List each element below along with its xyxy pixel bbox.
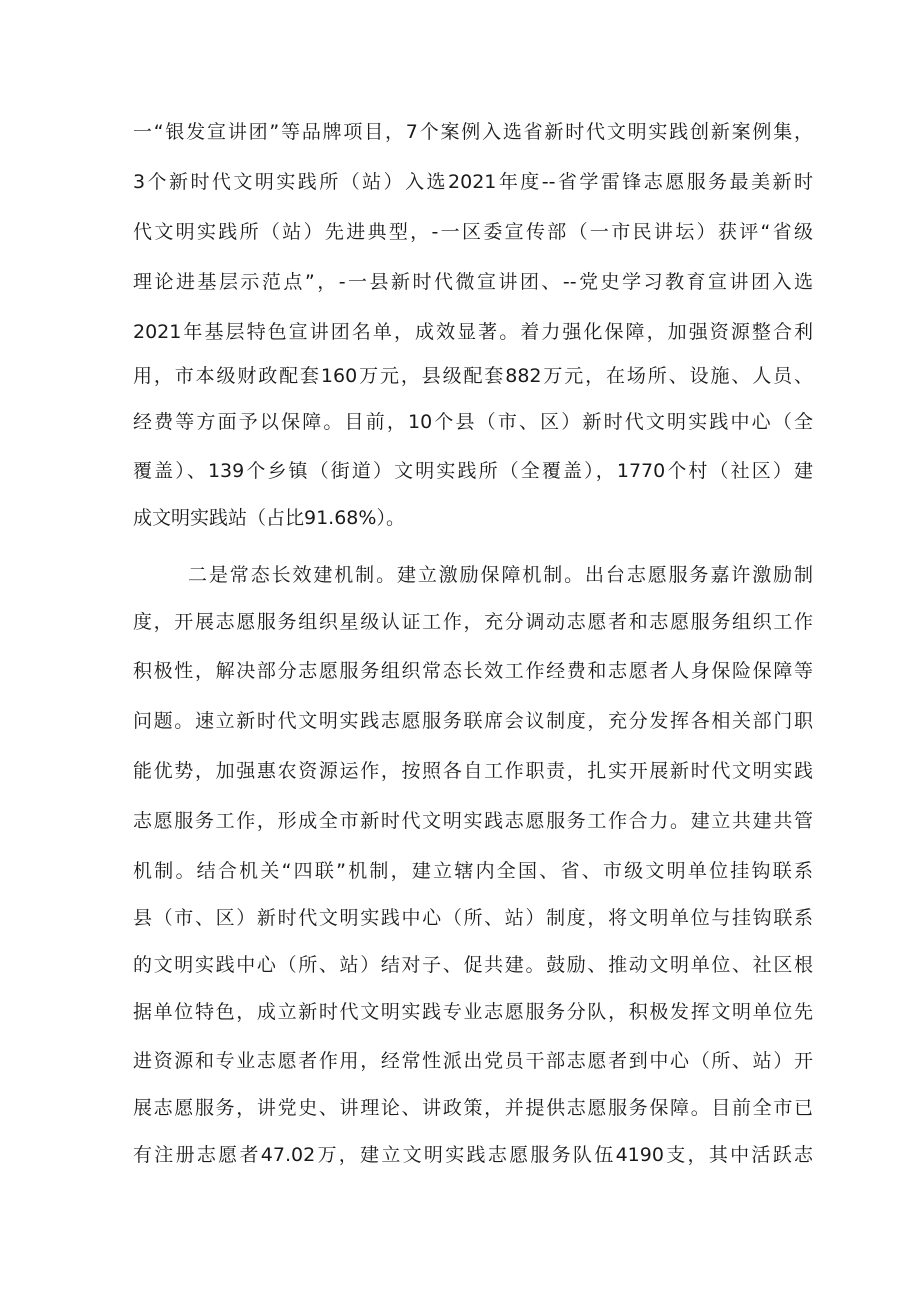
- text-line: 机制。结合机关“四联”机制，建立辖内全国、省、市级文明单位挂钩联系: [133, 860, 813, 882]
- text-line: 3个新时代文明实践所（站）入选2021年度--省学雷锋志愿服务最美新时: [133, 171, 813, 193]
- text-line: 一“银发宣讲团”等品牌项目，7个案例入选省新时代文明实践创新案例集，: [133, 121, 813, 143]
- text-line: 有注册志愿者47.02万，建立文明实践志愿服务队伍4190支，其中活跃志: [133, 1144, 813, 1166]
- text-line: 经费等方面予以保障。目前，10个县（市、区）新时代文明实践中心（全: [133, 411, 813, 433]
- text-line: 用，市本级财政配套160万元，县级配套882万元，在场所、设施、人员、: [133, 365, 813, 387]
- text-line: 成文明实践站（占比91.68%）。: [133, 507, 405, 529]
- text-line: 2021年基层特色宣讲团名单，成效显著。着力强化保障，加强资源整合利: [133, 321, 813, 343]
- text-line: 积极性，解决部分志愿服务组织常态长效工作经费和志愿者人身保险保障等: [133, 660, 813, 682]
- text-line: 二是常态长效建机制。建立激励保障机制。出台志愿服务嘉许激励制: [188, 564, 813, 586]
- text-line: 县（市、区）新时代文明实践中心（所、站）制度，将文明单位与挂钩联系: [133, 907, 813, 929]
- text-line: 覆盖）、139个乡镇（街道）文明实践所（全覆盖），1770个村（社区）建: [133, 460, 813, 482]
- text-line: 展志愿服务，讲党史、讲理论、讲政策，并提供志愿服务保障。目前全市已: [133, 1097, 813, 1119]
- text-line: 代文明实践所（站）先进典型，-一区委宣传部（一市民讲坛）获评“省级: [133, 221, 813, 243]
- text-line: 能优势，加强惠农资源运作，按照各自工作职责，扎实开展新时代文明实践: [133, 760, 813, 782]
- text-line: 志愿服务工作，形成全市新时代文明实践志愿服务工作合力。建立共建共管: [133, 810, 813, 832]
- text-line: 度，开展志愿服务组织星级认证工作，充分调动志愿者和志愿服务组织工作: [133, 611, 813, 633]
- text-line: 问题。速立新时代文明实践志愿服务联席会议制度，充分发挥各相关部门职: [133, 710, 813, 732]
- text-line: 的文明实践中心（所、站）结对子、促共建。鼓励、推动文明单位、社区根: [133, 954, 813, 976]
- text-line: 理论进基层示范点”，-一县新时代微宣讲团、--党史学习教育宣讲团入选: [133, 271, 813, 293]
- text-line: 进资源和专业志愿者作用，经常性派出党员干部志愿者到中心（所、站）开: [133, 1050, 813, 1072]
- text-line: 据单位特色，成立新时代文明实践专业志愿服务分队，积极发挥文明单位先: [133, 1001, 813, 1023]
